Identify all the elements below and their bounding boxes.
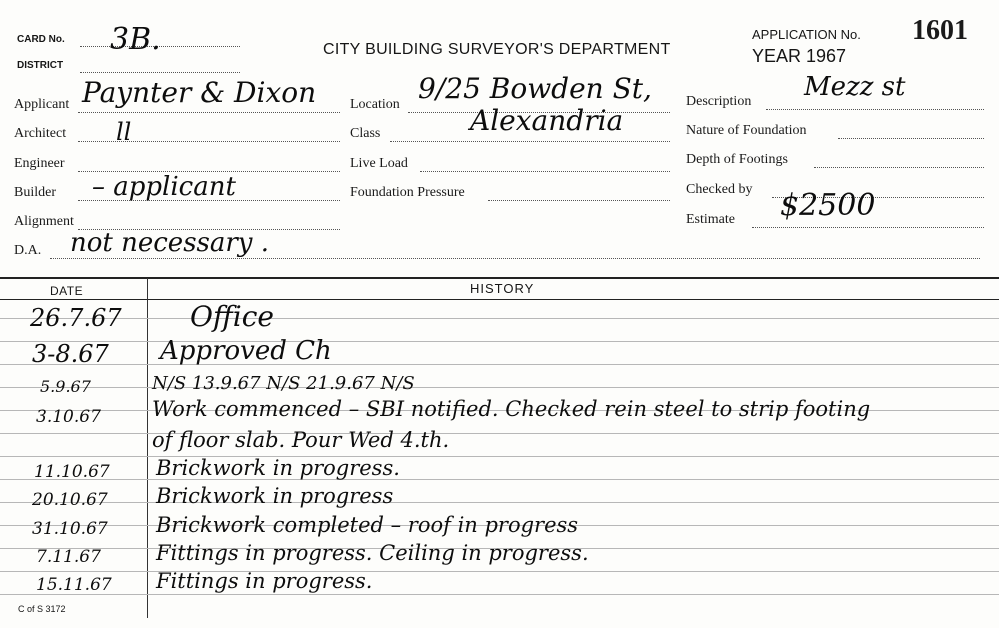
location-value-2: Alexandria (470, 104, 624, 137)
history-header: HISTORY (470, 281, 535, 296)
foundation-pressure-line (488, 200, 670, 201)
year-label: YEAR 1967 (752, 46, 847, 66)
history-header-rule (0, 299, 999, 300)
history-text: Fittings in progress. Ceiling in progress. (156, 541, 589, 565)
description-label: Description (686, 94, 752, 109)
history-date: 11.10.67 (34, 462, 110, 482)
description-line (766, 109, 984, 110)
history-text: Office (190, 300, 274, 333)
description-value: Mezz st (804, 72, 906, 102)
applicant-value: Paynter & Dixon (82, 76, 317, 109)
history-text: N/S 13.9.67 N/S 21.9.67 N/S (152, 373, 415, 394)
history-text: Brickwork completed – roof in progress (156, 513, 579, 537)
history-date: 31.10.67 (32, 519, 108, 539)
depth-of-footings-line (814, 167, 984, 168)
nature-of-foundation-line (838, 138, 984, 139)
class-label: Class (350, 126, 381, 141)
engineer-label: Engineer (14, 156, 65, 171)
history-top-rule (0, 277, 999, 279)
estimate-value: $2500 (780, 188, 876, 223)
history-text: of floor slab. Pour Wed 4.th. (152, 428, 450, 452)
district-label: DISTRICT (17, 60, 64, 71)
location-value-1: 9/25 Bowden St, (418, 72, 652, 105)
live-load-label: Live Load (350, 156, 408, 171)
da-line (50, 258, 980, 259)
class-line (390, 141, 670, 142)
architect-label: Architect (14, 126, 67, 141)
estimate-label: Estimate (686, 212, 735, 227)
date-column-divider (147, 278, 148, 618)
history-text: Fittings in progress. (156, 569, 373, 593)
history-date: 3-8.67 (32, 340, 109, 368)
card-no-label: CARD No. (17, 34, 65, 45)
applicant-label: Applicant (14, 97, 70, 112)
depth-of-footings-label: Depth of Footings (686, 152, 788, 167)
foundation-pressure-label: Foundation Pressure (350, 185, 465, 200)
da-label: D.A. (14, 243, 42, 258)
nature-of-foundation-label: Nature of Foundation (686, 123, 807, 138)
application-no-label: APPLICATION No. (752, 27, 861, 42)
date-header: DATE (50, 284, 84, 298)
live-load-line (420, 171, 670, 172)
application-no-value: 1601 (912, 15, 968, 46)
history-date: 26.7.67 (30, 304, 122, 332)
applicant-line (78, 112, 340, 113)
history-date: 7.11.67 (36, 547, 101, 567)
district-line (80, 72, 240, 73)
alignment-label: Alignment (14, 214, 74, 229)
history-date: 5.9.67 (40, 377, 91, 396)
builder-value: – applicant (92, 172, 236, 202)
history-text: Approved Ch (160, 336, 332, 366)
department-title: CITY BUILDING SURVEYOR'S DEPARTMENT (323, 41, 671, 58)
history-date: 3.10.67 (36, 407, 101, 427)
architect-value: ll (116, 118, 132, 146)
history-text: Brickwork in progress. (156, 456, 400, 480)
history-text: Brickwork in progress (156, 484, 394, 508)
da-value: not necessary . (70, 228, 270, 258)
history-date: 20.10.67 (32, 490, 108, 510)
card-no-value: 3B. (110, 22, 161, 57)
builder-label: Builder (14, 185, 56, 200)
estimate-line (752, 227, 984, 228)
location-label: Location (350, 97, 400, 112)
checked-by-label: Checked by (686, 182, 753, 197)
form-code: C of S 3172 (18, 604, 66, 614)
history-text: Work commenced – SBI notified. Checked rein steel to strip footing (152, 397, 871, 421)
history-date: 15.11.67 (36, 575, 112, 595)
